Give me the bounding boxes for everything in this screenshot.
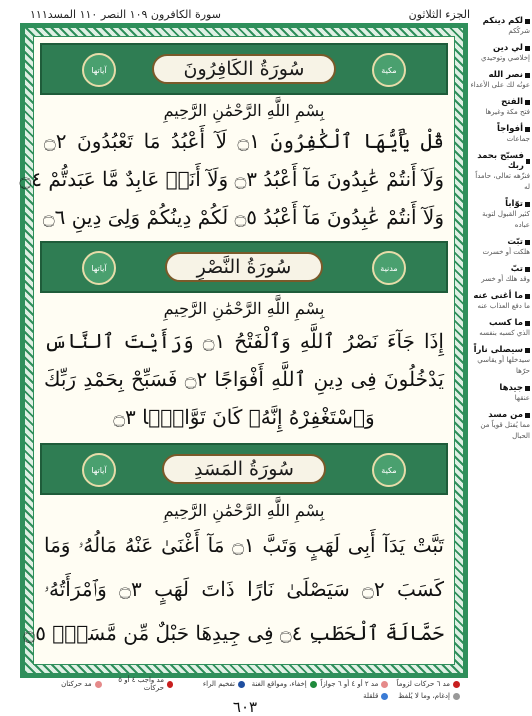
basmala: بِسْمِ اللَّهِ الرَّحْمَٰنِ الرَّحِيمِ bbox=[163, 501, 325, 520]
legend-item: مد ٦ حركات لزوماً bbox=[388, 676, 460, 692]
glossary-def: ما دفع العذاب عنه bbox=[477, 302, 530, 310]
glossary-term: ما أغنى عنه bbox=[470, 291, 530, 301]
glossary-term: سيصلى ناراً bbox=[470, 345, 530, 355]
legend-item: إخفاء، ومواقع الغنة bbox=[245, 676, 317, 692]
page-number: ٦٠٣ bbox=[232, 698, 258, 716]
legend-item: إدغام، وما لا يُلفظ bbox=[388, 692, 460, 700]
tajweed-legend bbox=[30, 676, 460, 698]
legend-item: تفخيم الراء bbox=[173, 676, 245, 692]
legend-item: مد واجب ٤ أو ٥ حركات bbox=[102, 676, 174, 692]
ayah-count-medallion: آياتها bbox=[82, 453, 116, 487]
glossary-def: عنقها bbox=[514, 394, 530, 402]
sura-banner-masad bbox=[40, 443, 448, 495]
ayah-line: إِذَا جَآءَ نَصْرُ ٱللَّهِ وَٱلْفَتْحُ ۝١ وَرَأَيْتَ ٱلنَّاسَ bbox=[44, 329, 444, 353]
basmala: بِسْمِ اللَّهِ الرَّحْمَٰنِ الرَّحِيمِ bbox=[163, 299, 325, 318]
legend-item: مد حركتان bbox=[30, 676, 102, 692]
legend-item: قلقلة bbox=[317, 692, 389, 700]
legend-color-dot bbox=[453, 693, 460, 700]
glossary-def: فنزّهه تعالى، حامداً له bbox=[475, 172, 530, 191]
legend-color-dot bbox=[95, 681, 102, 688]
glossary-margin bbox=[470, 10, 530, 710]
glossary-term: أفواجاً bbox=[470, 124, 530, 134]
sura-banner-kafirun bbox=[40, 43, 448, 95]
glossary-term: نصر الله bbox=[470, 70, 530, 80]
sura-title: سُورَةُ النَّصْرِ bbox=[165, 252, 324, 282]
legend-color-dot bbox=[167, 681, 173, 688]
sura-title: سُورَةُ الكَافِرُونَ bbox=[152, 54, 337, 84]
juz-label: الجزء الثلاثون bbox=[408, 7, 470, 21]
ayah-line: وَلَآ أَنتُمْ عَٰبِدُونَ مَآ أَعْبُدُ ۝٣ وَلَآ أَنَا۠ عَابِدٌ مَّا عَبَدتُّمْ ۝٤ bbox=[19, 167, 444, 191]
glossary-def: جماعات bbox=[506, 135, 530, 143]
legend-color-dot bbox=[381, 681, 388, 688]
legend-color-dot bbox=[453, 681, 460, 688]
glossary-term: تبّ bbox=[470, 264, 530, 274]
page-content bbox=[19, 36, 455, 665]
glossary-term: جيدها bbox=[470, 383, 530, 393]
legend-color-dot bbox=[310, 681, 317, 688]
glossary-def: فتح مكة وغيرها bbox=[485, 108, 530, 116]
glossary-def: سيدخلها أو يقاسي حرّها bbox=[477, 356, 530, 375]
glossary-term: فسبّح بحمد ربك bbox=[470, 151, 530, 171]
glossary-term: لكم دينكم bbox=[470, 16, 530, 26]
revelation-medallion: مكية bbox=[372, 453, 406, 487]
glossary-def: مما يُفتل قوياً من الحبال bbox=[480, 421, 530, 440]
ayah-line: قُلْ يَٰأَيُّهَا ٱلْكَٰفِرُونَ ۝١ لَآ أَعْبُدُ مَا تَعْبُدُونَ ۝٢ bbox=[44, 129, 444, 153]
ayah-count-medallion: آياتها bbox=[82, 53, 116, 87]
legend-color-dot bbox=[381, 693, 388, 700]
legend-color-dot bbox=[238, 681, 245, 688]
glossary-def: هلكت أو خسرت bbox=[482, 248, 530, 256]
glossary-def: إخلاصي وتوحيدي bbox=[481, 54, 530, 62]
glossary-def: كثير القبول لتوبة عباده bbox=[482, 210, 530, 229]
revelation-medallion: مكية bbox=[372, 53, 406, 87]
ayah-line: وَلَآ أَنتُمْ عَٰبِدُونَ مَآ أَعْبُدُ ۝٥ لَكُمْ دِينُكُمْ وَلِىَ دِينِ ۝٦ bbox=[42, 205, 444, 229]
glossary-term: ما كسب bbox=[470, 318, 530, 328]
basmala: بِسْمِ اللَّهِ الرَّحْمَٰنِ الرَّحِيمِ bbox=[163, 101, 325, 120]
sura-names-label: سورة الكافرون ١٠٩ النصر ١١٠ المسد١١١ bbox=[30, 7, 221, 21]
sura-banner-nasr bbox=[40, 241, 448, 293]
glossary-def: وقد هلك أو خسر bbox=[481, 275, 530, 283]
glossary-def: الذي كسبه بنفسه bbox=[479, 329, 530, 337]
glossary-term: الفتح bbox=[470, 97, 530, 107]
ayah-line: يَدْخُلُونَ فِى دِينِ ٱللَّهِ أَفْوَاجًا ۝٢ فَسَبِّحْ بِحَمْدِ رَبِّكَ bbox=[44, 367, 444, 391]
ayah-count-medallion: آياتها bbox=[82, 251, 116, 285]
ayah-line: كَسَبَ ۝٢ سَيَصْلَىٰ نَارًا ذَاتَ لَهَبٍ ۝٣ وَٱمْرَأَتُهُۥ bbox=[44, 577, 444, 601]
legend-item: مد ٢ أو ٤ أو ٦ جوازاً bbox=[317, 676, 389, 692]
glossary-term: توّاباً bbox=[470, 199, 530, 209]
glossary-def: عونُه لك على الأعداء bbox=[470, 81, 530, 89]
glossary-term: تبّت bbox=[470, 237, 530, 247]
page-header bbox=[30, 4, 470, 24]
page-frame bbox=[20, 23, 468, 678]
glossary-term: من مسد bbox=[470, 410, 530, 420]
revelation-medallion: مدنية bbox=[372, 251, 406, 285]
glossary-def: شركُكم bbox=[508, 27, 530, 35]
ayah-line: تَبَّتْ يَدَآ أَبِى لَهَبٍ وَتَبَّ ۝١ مَآ أَغْنَىٰ عَنْهُ مَالُهُۥ وَمَا bbox=[44, 533, 444, 557]
glossary-term: لي دين bbox=[470, 43, 530, 53]
ayah-line: وَٱسْتَغْفِرْهُ إِنَّهُۥ كَانَ تَوَّابًۢا ۝٣ bbox=[113, 405, 375, 429]
sura-title: سُورَةُ المَسَدِ bbox=[162, 454, 326, 484]
ayah-line: حَمَّالَةَ ٱلْحَطَبِ ۝٤ فِى جِيدِهَا حَبْلٌ مِّن مَّسَدٍۭ ۝٥ bbox=[23, 621, 444, 645]
